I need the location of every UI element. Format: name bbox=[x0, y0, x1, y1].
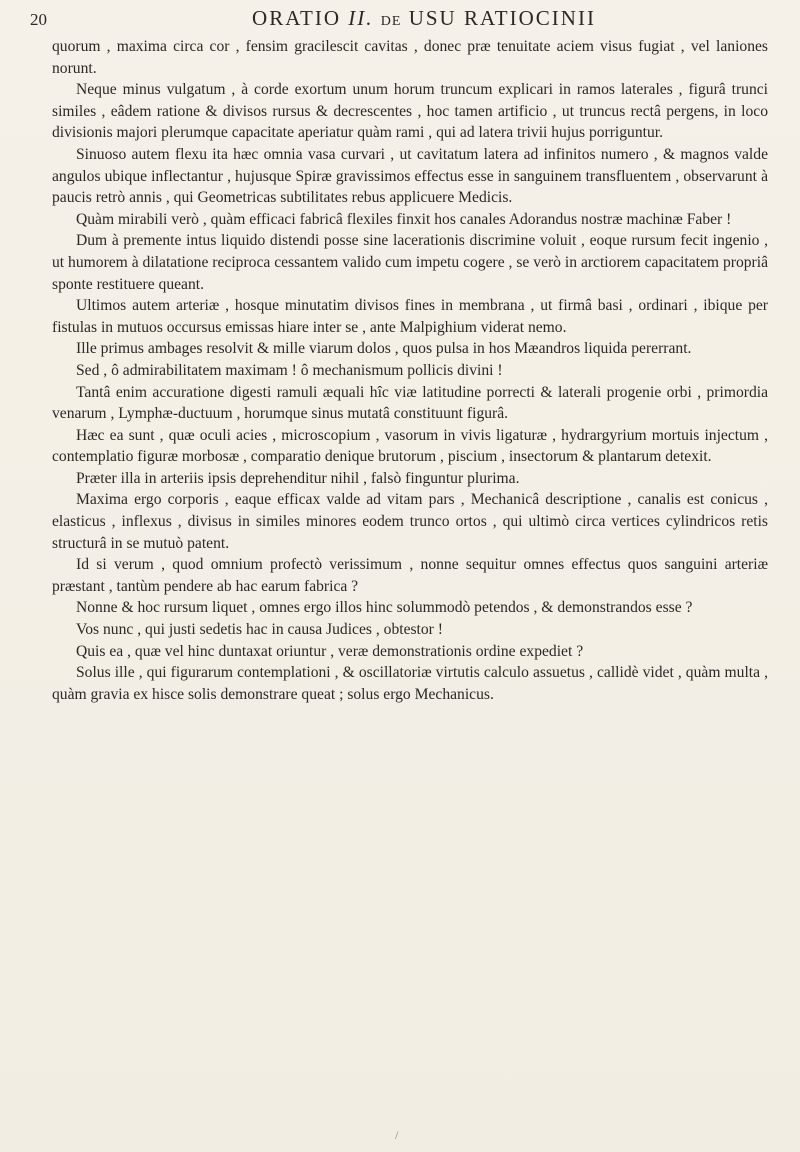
page-body bbox=[52, 36, 768, 705]
page-number: 20 bbox=[30, 10, 47, 29]
running-head-rest: USU RATIOCINII bbox=[408, 6, 596, 30]
paragraph: Tantâ enim accuratione digesti ramuli æquali hîc viæ latitudine porrecti & laterali progenie orbi , primordia venarum , Lymphæ-ductuum , horumque sinus mutatâ constituunt figurâ. bbox=[52, 383, 768, 423]
paragraph: Quis ea , quæ vel hinc duntaxat oriuntur , veræ demonstrationis ordine expediet ? bbox=[76, 642, 584, 660]
paragraph: Sed , ô admirabilitatem maximam ! ô mechanismum pollicis divini ! bbox=[76, 361, 503, 379]
page-header bbox=[30, 6, 776, 40]
running-head bbox=[72, 6, 776, 31]
paragraph: Ille primus ambages resolvit & mille viarum dolos , quos pulsa in hos Mæandros liquida pererrant. bbox=[76, 340, 692, 358]
running-head-de: DE bbox=[380, 14, 402, 29]
paragraph: Solus ille , qui figurarum contemplationi , & oscillatoriæ virtutis calculo assuetus , callidè videt , quàm multa , quàm gravia ex hisce solis demonstrare queat ; solus ergo Mechanicus. bbox=[52, 664, 768, 703]
paragraph: Quàm mirabili verò , quàm efficaci fabricâ flexiles finxit hos canales Adorandus nostræ machinæ Faber ! bbox=[76, 210, 732, 228]
paragraph: Neque minus vulgatum , à corde exortum unum horum truncum explicari in ramos laterales , figurâ trunci similes , eâdem ratione & divisos rursus & decrescentes , hoc tamen artificio , ut truncus rectâ pergens, in loco divisionis majori plerumque capacitate aperiatur quàm rami , qui ad latera trivii hujus porriguntur. bbox=[52, 81, 768, 142]
footer-mark: / bbox=[395, 1128, 399, 1142]
paragraph: Maxima ergo corporis , eaque efficax valde ad vitam pars , Mechanicâ descriptione , canalis est conicus , elasticus , inflexus , divisus in similes minores eodem trunco ortos , qui ultimò circa vertices cylindricos retis structurâ in se mutuò patent. bbox=[52, 491, 768, 552]
running-head-oratio: ORATIO bbox=[252, 6, 342, 30]
paragraph: Id si verum , quod omnium profectò verissimum , nonne sequitur omnes effectus quos sanguini arteriæ præstant , tantùm pendere ab hac earum fabrica ? bbox=[52, 556, 768, 595]
paragraph: Præter illa in arteriis ipsis deprehenditur nihil , falsò finguntur plurima. bbox=[76, 469, 520, 487]
paragraph: Dum à premente intus liquido distendi posse sine lacerationis discrimine voluit , eoque rursum fecit ingenio , ut humorem à dilatatione reciproca cessantem valido cum impetu cogere , se verò in arctiorem capacitatem propriâ sponte restituere queant. bbox=[52, 232, 768, 293]
running-head-numeral: II. bbox=[348, 6, 374, 30]
paragraph: Hæc ea sunt , quæ oculi acies , microscopium , vasorum in vivis ligaturæ , hydrargyrium mortuis injectum , contemplatio figuræ morbosæ , comparatio denique brutorum , piscium , insectorum & plantarum detexit. bbox=[52, 426, 768, 466]
paragraph: Nonne & hoc rursum liquet , omnes ergo illos hinc solummodò petendos , & demonstrandos esse ? bbox=[76, 599, 693, 617]
paragraph: Ultimos autem arteriæ , hosque minutatim divisos fines in membrana , ut firmâ basi , ordinari , ibique per fistulas in mutuos occursus emissas hiare inter se , ante Malpighium viderat nemo. bbox=[52, 297, 768, 336]
paragraph: quorum , maxima circa cor , fensim gracilescit cavitas , donec præ tenuitate aciem visus fugiat , vel laniones norunt. bbox=[52, 38, 768, 77]
paragraph: Sinuoso autem flexu ita hæc omnia vasa curvari , ut cavitatum latera ad infinitos numero , & magnos valde angulos ubique inflectantur , hujusque Spiræ gravissimos effectus esse in sanguinem transfluentem , observarunt à paucis retrò annis , qui Geometricas subtilitates rebus applicuere Medicis. bbox=[52, 145, 768, 207]
paragraph: Vos nunc , qui justi sedetis hac in causa Judices , obtestor ! bbox=[76, 621, 443, 639]
